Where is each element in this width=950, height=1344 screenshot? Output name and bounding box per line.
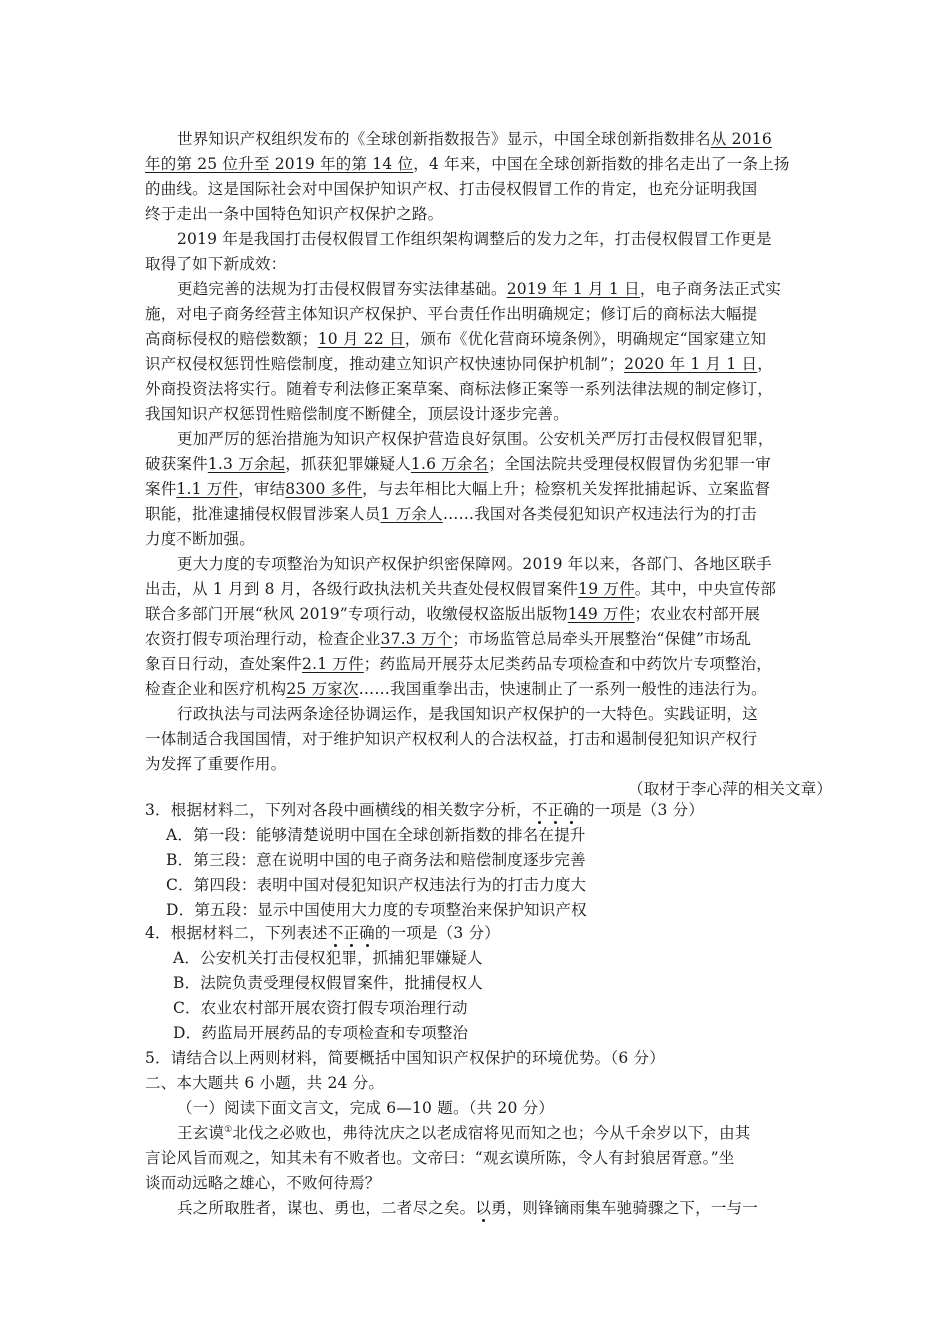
- classical-line-3: 谈而动远略之雄心，不败何待焉？: [145, 1174, 381, 1192]
- p3-line-2: 施，对电子商务经营主体知识产权保护、平台责任作出明确规定；修订后的商标法大幅提: [145, 305, 758, 323]
- p6-line-3: 为发挥了重要作用。: [145, 755, 287, 773]
- question-3-option-a: A．第一段：能够清楚说明中国在全球创新指数的排名在提升: [166, 826, 586, 844]
- p3-line-4: 识产权侵权惩罚性赔偿制度，推动建立知识产权快速协同保护机制”；2020 年 1 月 1 日，: [145, 355, 773, 373]
- underlined-figure: 从 2016: [710, 130, 772, 148]
- p4-line-2: 破获案件1.3 万余起，抓获犯罪嫌疑人1.6 万余名；全国法院共受理侵权假冒伪劣犯罪一审: [145, 455, 771, 473]
- underlined-figure: 10 月 22 日: [317, 330, 405, 348]
- p4-line-4: 职能，批准逮捕侵权假冒涉案人员1 万余人……我国对各类侵犯知识产权违法行为的打击: [145, 505, 757, 523]
- underlined-figure: 25 万家次: [286, 680, 359, 698]
- p5-line-5: 象百日行动，查处案件2.1 万件；药监局开展芬太尼类药品专项检查和中药饮片专项整治，: [145, 655, 772, 673]
- question-5: 5．请结合以上两则材料，简要概括中国知识产权保护的环境优势。（6 分）: [145, 1049, 665, 1067]
- p4-line-5: 力度不断加强。: [145, 530, 255, 548]
- emphasis-dot-char: 以: [475, 1199, 492, 1217]
- source-note: （取材于李心萍的相关文章）: [628, 780, 833, 798]
- question-3-option-b: B．第三段：意在说明中国的电子商务法和赔偿制度逐步完善: [166, 851, 586, 869]
- p3-line-6: 我国知识产权惩罚性赔偿制度不断健全，顶层设计逐步完善。: [145, 405, 569, 423]
- emphasis-dot-char: 正: [343, 924, 360, 942]
- underlined-figure: 37.3 万个: [380, 630, 453, 648]
- underlined-figure: 年的第 25 位升至 2019 年的第 14 位: [145, 155, 414, 173]
- underlined-figure: 2.1 万件: [302, 655, 364, 673]
- underlined-figure: 1.1 万件: [176, 480, 239, 498]
- question-4-stem: 4．根据材料二，下列表述不正确的一项是（3 分）: [145, 924, 500, 942]
- p1-line-3: 的曲线。这是国际社会对中国保护知识产权、打击侵权假冒工作的肯定，也充分证明我国: [145, 180, 758, 198]
- p2-line-1: 2019 年是我国打击侵权假冒工作组织架构调整后的发力之年，打击侵权假冒工作更是: [177, 230, 772, 248]
- underlined-figure: 1 万余人: [380, 505, 443, 523]
- p5-line-1: 更大力度的专项整治为知识产权保护织密保障网。2019 年以来，各部门、各地区联手: [177, 555, 772, 573]
- question-4-option-b: B．法院负责受理侵权假冒案件，批捕侵权人: [173, 974, 483, 992]
- question-3-stem: 3．根据材料二，下列对各段中画横线的相关数字分析，不正确的一项是（3 分）: [145, 801, 705, 819]
- footnote-marker: ①: [224, 1124, 233, 1135]
- underlined-figure: 149 万件: [567, 605, 635, 623]
- underlined-figure: 8300 多件: [285, 480, 363, 498]
- p5-line-3: 联合多部门开展“秋风 2019”专项行动，收缴侵权盗版出版物149 万件；农业农村部开展: [145, 605, 761, 623]
- p5-line-6: 检查企业和医疗机构25 万家次……我国重拳出击，快速制止了一系列一般性的违法行为。: [145, 680, 767, 698]
- classical-line-2: 言论风旨而观之，知其未有不败者也。文帝曰：“观玄谟所陈，令人有封狼居胥意。”坐: [145, 1149, 735, 1167]
- underlined-figure: 19 万件: [578, 580, 635, 598]
- emphasis-dot-char: 确: [563, 801, 579, 819]
- underlined-figure: 1.3 万余起: [207, 455, 286, 473]
- question-4-option-a: A．公安机关打击侵权犯罪，抓捕犯罪嫌疑人: [173, 949, 483, 967]
- question-4-option-c: C．农业农村部开展农资打假专项治理行动: [173, 999, 468, 1017]
- p6-line-1: 行政执法与司法两条途径协调运作，是我国知识产权保护的一大特色。实践证明，这: [177, 705, 758, 723]
- underlined-figure: 1.6 万余名: [410, 455, 489, 473]
- emphasis-dot-char: 确: [359, 924, 375, 942]
- emphasis-dot-char: 不: [327, 924, 344, 942]
- p3-line-1: 更趋完善的法规为打击侵权假冒夯实法律基础。2019 年 1 月 1 日，电子商务法正式实: [177, 280, 782, 298]
- p4-line-3: 案件1.1 万件，审结8300 多件，与去年相比大幅上升；检察机关发挥批捕起诉、立案监督: [145, 480, 771, 498]
- emphasis-dot-char: 正: [547, 801, 564, 819]
- classical-line-1: 王玄谟①北伐之必败也，弗待沈庆之以老成宿将见而知之也；今从千余岁以下，由其: [177, 1124, 751, 1142]
- underlined-figure: 2019 年 1 月 1 日: [506, 280, 640, 298]
- p4-line-1: 更加严厉的惩治措施为知识产权保护营造良好氛围。公安机关严厉打击侵权假冒犯罪，: [177, 430, 774, 448]
- p5-line-4: 农资打假专项治理行动，检查企业37.3 万个；市场监管总局牵头开展整治“保健”市场乱: [145, 630, 752, 648]
- part-1-heading: （一）阅读下面文言文，完成 6—10 题。（共 20 分）: [177, 1099, 555, 1117]
- section-2-heading: 二、本大题共 6 小题，共 24 分。: [145, 1074, 385, 1092]
- p6-line-2: 一体制适合我国国情，对于维护知识产权权利人的合法权益，打击和遏制侵犯知识产权行: [145, 730, 758, 748]
- p3-line-3: 高商标侵权的赔偿数额；10 月 22 日，颁布《优化营商环境条例》，明确规定“国家建立知: [145, 330, 767, 348]
- emphasis-dot-char: 不: [531, 801, 548, 819]
- question-3-option-d: D．第五段：显示中国使用大力度的专项整治来保护知识产权: [166, 901, 587, 919]
- p2-line-2: 取得了如下新成效：: [145, 255, 287, 273]
- p1-line-4: 终于走出一条中国特色知识产权保护之路。: [145, 205, 444, 223]
- question-3-option-c: C．第四段：表明中国对侵犯知识产权违法行为的打击力度大: [166, 876, 587, 894]
- p1-line-2: 年的第 25 位升至 2019 年的第 14 位，4 年来，中国在全球创新指数的排名走出了一条上扬: [145, 155, 790, 173]
- question-4-option-d: D．药监局开展药品的专项检查和专项整治: [173, 1024, 469, 1042]
- underlined-figure: 2020 年 1 月 1 日: [624, 355, 758, 373]
- classical-line-4: 兵之所取胜者，谋也、勇也，二者尽之矣。以勇，则锋镝雨集车驰骑骤之下，一与一: [177, 1199, 758, 1217]
- p3-line-5: 外商投资法将实行。随着专利法修正案草案、商标法修正案等一系列法律法规的制定修订，: [145, 380, 774, 398]
- p5-line-2: 出击，从 1 月到 8 月，各级行政执法机关共查处侵权假冒案件19 万件。其中，中央宣传部: [145, 580, 777, 598]
- p1-line-1: 世界知识产权组织发布的《全球创新指数报告》显示，中国全球创新指数排名从 2016: [177, 130, 772, 148]
